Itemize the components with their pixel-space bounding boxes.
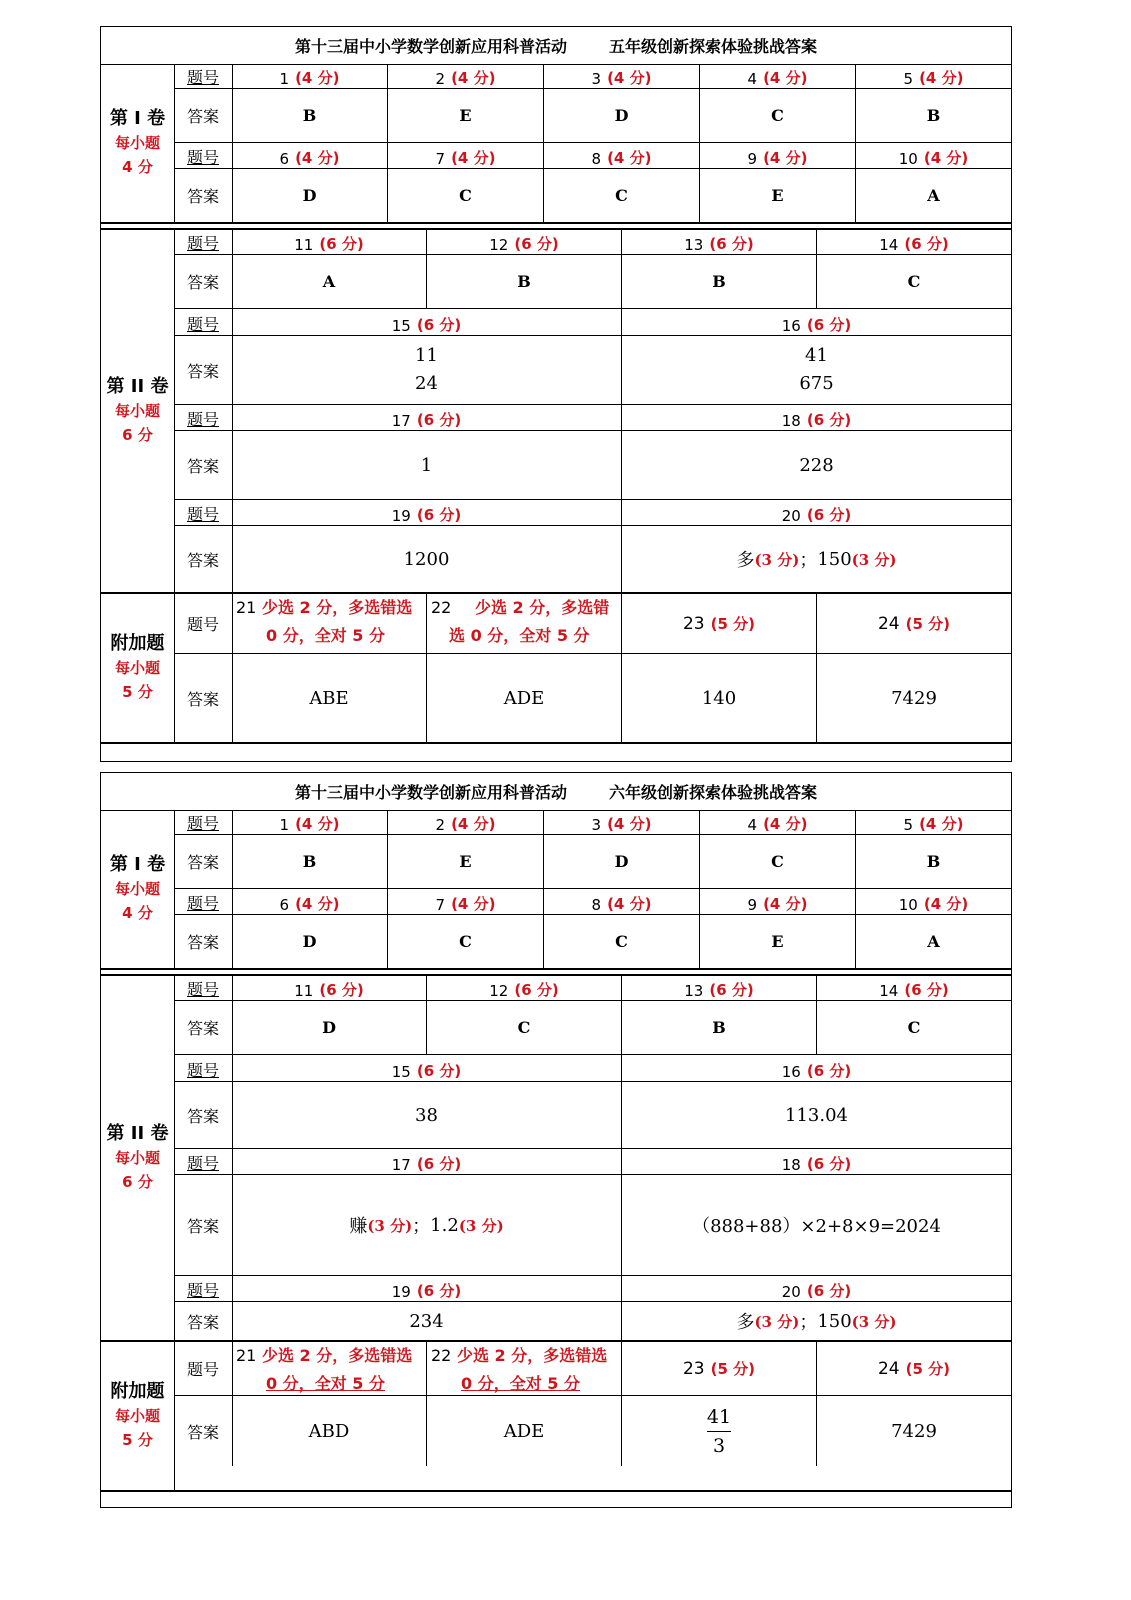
question-cell: 2 (4 分): [388, 810, 544, 834]
question-row: [174, 143, 1011, 169]
answer-row: [174, 431, 1011, 500]
answer-row: [174, 1001, 1011, 1055]
section-score-line2: 4 分: [122, 904, 153, 922]
fraction-denominator: 3: [712, 1434, 726, 1457]
section-label: [101, 976, 175, 1340]
question-cell: 14 (6 分): [879, 981, 949, 1000]
question-cell: 17 (6 分): [232, 405, 622, 430]
row-header: 答案: [174, 336, 233, 404]
answer-cell: B: [622, 255, 817, 308]
answer-row: [174, 915, 1011, 968]
answer-cell: 140: [622, 654, 817, 742]
row-header: 题号: [174, 309, 233, 335]
answer-cell: B: [232, 835, 388, 888]
answer-cell: C: [907, 272, 921, 291]
section-score-line1: 每小题: [114, 1149, 160, 1167]
answer-cell: D: [232, 915, 388, 968]
answer-cell: C: [388, 169, 544, 222]
row-header: 题号: [174, 1342, 233, 1395]
answer-row: [174, 255, 1011, 309]
question-cell: 18 (6 分): [781, 411, 852, 430]
answer-cell: C: [700, 835, 856, 888]
question-cell: 8 (4 分): [544, 889, 700, 914]
question-cell: 9 (4 分): [700, 889, 856, 914]
section-label: [101, 594, 175, 742]
section-score-line2: 5 分: [122, 1431, 153, 1449]
row-header: 题号: [174, 500, 233, 525]
answer-cell: ADE: [427, 654, 622, 742]
answer-row: [174, 1082, 1011, 1149]
question-cell: 13 (6 分): [622, 230, 817, 254]
answer-cell: E: [388, 89, 544, 142]
answer-cell: A: [927, 186, 940, 205]
answer-cell: 38: [232, 1082, 622, 1148]
answer-line: 41: [805, 345, 828, 366]
answer-cell: D: [232, 1001, 427, 1054]
question-cell: 10 (4 分): [898, 149, 969, 168]
section-name: 附加题: [110, 633, 165, 654]
answer-row: [174, 835, 1011, 889]
answer-cell: C: [700, 89, 856, 142]
fraction: [707, 1405, 731, 1458]
answer-row: [174, 336, 1011, 405]
answer-cell: 1200: [232, 526, 622, 592]
question-cell: 2 (4 分): [388, 64, 544, 88]
answer-line: 11: [415, 345, 438, 366]
section-name: 第 I 卷: [109, 108, 166, 129]
answer-row: [174, 89, 1011, 143]
row-header: 题号: [174, 976, 233, 1000]
question-cell: 13 (6 分): [622, 976, 817, 1000]
sheet-title: [101, 773, 1011, 811]
row-header: 题号: [174, 405, 233, 430]
question-cell: 22 少选 2 分，多选错 选 0 分，全对 5 分: [427, 594, 622, 653]
section-name: 第 II 卷: [106, 376, 169, 397]
question-cell: 16 (6 分): [781, 1062, 852, 1081]
answer-cell: [622, 336, 1011, 404]
section-score-line2: 4 分: [122, 158, 153, 176]
title-contest: 第十三届中小学数学创新应用科普活动: [294, 37, 567, 56]
question-cell: 24 (5 分): [877, 613, 950, 634]
answer-cell: [622, 1396, 817, 1466]
answer-cell: B: [232, 89, 388, 142]
answer-cell: D: [544, 89, 700, 142]
row-header: 题号: [174, 143, 233, 168]
question-cell: 10 (4 分): [898, 895, 969, 914]
row-header: 答案: [174, 1082, 233, 1148]
answer-cell: 1: [232, 431, 622, 499]
question-cell: 21 少选 2 分，多选错选 0 分，全对 5 分: [232, 594, 427, 653]
answer-row: [174, 169, 1011, 222]
row-header: 题号: [174, 810, 233, 834]
question-row: [174, 594, 1011, 654]
answer-cell: 228: [799, 454, 834, 476]
answer-cell: [232, 336, 622, 404]
question-row: [174, 309, 1011, 336]
question-cell: 4 (4 分): [700, 810, 856, 834]
question-cell: 17 (6 分): [232, 1149, 622, 1174]
section-score-line1: 每小题: [114, 134, 160, 152]
section-label: [101, 1342, 175, 1490]
section-name: 附加题: [110, 1381, 165, 1402]
row-header: 答案: [174, 915, 233, 968]
row-header: 答案: [174, 431, 233, 499]
row-header: 答案: [174, 654, 233, 742]
section-label: [101, 64, 175, 222]
answer-line: 675: [799, 373, 834, 394]
fraction-numerator: 41: [706, 1405, 732, 1428]
answer-cell: E: [700, 169, 856, 222]
question-row: [174, 500, 1011, 526]
question-cell: 5 (4 分): [903, 69, 964, 88]
question-cell: 8 (4 分): [544, 143, 700, 168]
row-header: 题号: [174, 1055, 233, 1081]
answer-cell: A: [232, 255, 427, 308]
section-score-line1: 每小题: [114, 402, 160, 420]
question-cell: 1 (4 分): [232, 64, 388, 88]
answer-row: [174, 654, 1011, 742]
section-bonus: [101, 1342, 1011, 1492]
answer-cell: 113.04: [785, 1104, 848, 1126]
answer-cell: A: [927, 932, 940, 951]
section-1: [101, 64, 1011, 224]
answer-cell: C: [907, 1018, 921, 1037]
section-2: [101, 974, 1011, 1342]
question-cell: 3 (4 分): [544, 810, 700, 834]
section-label: [101, 810, 175, 968]
row-header: 题号: [174, 64, 233, 88]
question-cell: 18 (6 分): [781, 1155, 852, 1174]
answer-row: [174, 1175, 1011, 1276]
answer-cell: B: [427, 255, 622, 308]
question-row: [174, 230, 1011, 255]
question-cell: 14 (6 分): [879, 235, 949, 254]
answer-cell: B: [926, 852, 941, 871]
question-row: [174, 810, 1011, 835]
answer-cell: ABD: [232, 1396, 427, 1466]
section-2: [101, 228, 1011, 594]
section-bonus: [101, 594, 1011, 744]
answer-cell: D: [544, 835, 700, 888]
question-cell: 16 (6 分): [781, 316, 852, 335]
section-score-line1: 每小题: [114, 880, 160, 898]
question-cell: 23 (5 分): [622, 594, 817, 653]
grade6-answer-sheet: [100, 772, 1012, 1508]
row-header: 题号: [174, 889, 233, 914]
row-header: 题号: [174, 1149, 233, 1174]
section-score-line1: 每小题: [114, 1407, 160, 1425]
row-header: 答案: [174, 526, 233, 592]
row-header: 答案: [174, 1396, 233, 1466]
row-header: 答案: [174, 169, 233, 222]
title-grade: 五年级创新探索体验挑战答案: [609, 37, 818, 56]
answer-cell: 234: [232, 1302, 622, 1340]
question-cell: 20 (6 分): [781, 506, 852, 525]
row-header: 答案: [174, 1175, 233, 1275]
answer-cell: C: [544, 915, 700, 968]
section-score-line1: 每小题: [114, 659, 160, 677]
question-cell: 12 (6 分): [427, 976, 622, 1000]
section-name: 第 II 卷: [106, 1123, 169, 1144]
answer-cell: 多 (3 分) ； 150 (3 分): [736, 1310, 897, 1333]
answer-cell: C: [388, 915, 544, 968]
answer-line: 24: [415, 373, 438, 394]
question-cell: 15 (6 分): [232, 309, 622, 335]
grade5-answer-sheet: [100, 26, 1012, 762]
question-cell: 11 (6 分): [232, 976, 427, 1000]
section-1: [101, 810, 1011, 970]
answer-cell: C: [544, 169, 700, 222]
question-row: [174, 1276, 1011, 1302]
row-header: 答案: [174, 1001, 233, 1054]
question-cell: 1 (4 分): [232, 810, 388, 834]
answer-cell: C: [427, 1001, 622, 1054]
row-header: 答案: [174, 1302, 233, 1340]
answer-cell: 7429: [891, 687, 937, 709]
question-cell: 4 (4 分): [700, 64, 856, 88]
section-name: 第 I 卷: [109, 854, 166, 875]
question-cell: 3 (4 分): [544, 64, 700, 88]
row-header: 题号: [174, 230, 233, 254]
answer-cell: 多 (3 分) ； 150 (3 分): [736, 548, 897, 571]
question-row: [174, 1055, 1011, 1082]
section-score-line2: 6 分: [122, 1173, 153, 1191]
answer-row: [174, 526, 1011, 592]
section-score-line2: 5 分: [122, 683, 153, 701]
answer-cell: （888+88）×2+8×9=2024: [692, 1216, 941, 1237]
question-cell: 11 (6 分): [232, 230, 427, 254]
question-row: [174, 976, 1011, 1001]
question-row: [174, 64, 1011, 89]
question-cell: 19 (6 分): [232, 500, 622, 525]
question-cell: 24 (5 分): [877, 1358, 950, 1379]
answer-row: [174, 1396, 1011, 1466]
row-header: 答案: [174, 255, 233, 308]
answer-cell: B: [926, 106, 941, 125]
row-header: 题号: [174, 594, 233, 653]
title-grade: 六年级创新探索体验挑战答案: [609, 783, 818, 802]
answer-cell: 赚 (3 分) ； 1.2 (3 分): [232, 1175, 622, 1275]
answer-cell: E: [388, 835, 544, 888]
row-header: 题号: [174, 1276, 233, 1301]
answer-row: [174, 1302, 1011, 1340]
question-cell: 19 (6 分): [232, 1276, 622, 1301]
answer-cell: ABE: [232, 654, 427, 742]
question-row: [174, 889, 1011, 915]
question-row: [174, 1149, 1011, 1175]
row-header: 答案: [174, 835, 233, 888]
answer-cell: 7429: [891, 1420, 937, 1442]
question-cell: 21 少选 2 分，多选错选 0 分，全对 5 分: [232, 1342, 427, 1395]
question-cell: 22 少选 2 分，多选错选 0 分，全对 5 分: [427, 1342, 622, 1395]
answer-cell: D: [232, 169, 388, 222]
question-cell: 7 (4 分): [388, 889, 544, 914]
question-cell: 20 (6 分): [781, 1282, 852, 1301]
answer-cell: B: [622, 1001, 817, 1054]
question-row: [174, 1342, 1011, 1396]
question-cell: 9 (4 分): [700, 143, 856, 168]
question-cell: 12 (6 分): [427, 230, 622, 254]
title-contest: 第十三届中小学数学创新应用科普活动: [294, 783, 567, 802]
sheet-title: [101, 27, 1011, 65]
question-cell: 6 (4 分): [232, 889, 388, 914]
section-label: [101, 230, 175, 592]
question-cell: 15 (6 分): [232, 1055, 622, 1081]
question-cell: 7 (4 分): [388, 143, 544, 168]
answer-cell: E: [700, 915, 856, 968]
section-score-line2: 6 分: [122, 426, 153, 444]
question-cell: 23 (5 分): [622, 1342, 817, 1395]
question-cell: 6 (4 分): [232, 143, 388, 168]
row-header: 答案: [174, 89, 233, 142]
answer-cell: ADE: [427, 1396, 622, 1466]
question-cell: 5 (4 分): [903, 815, 964, 834]
question-row: [174, 405, 1011, 431]
